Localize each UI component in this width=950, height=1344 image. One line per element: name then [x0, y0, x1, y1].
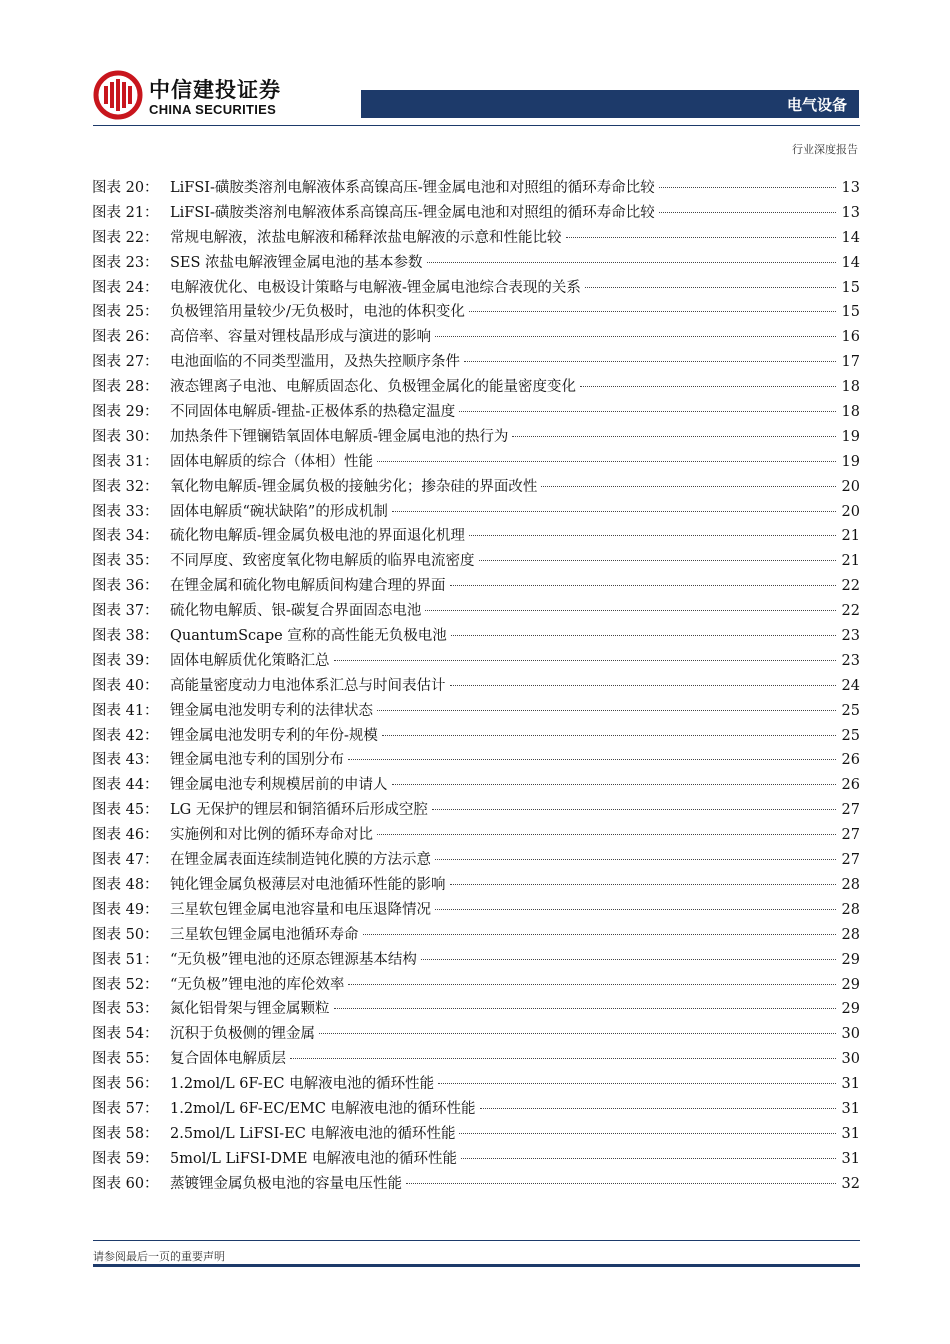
toc-entry-page: 23 — [841, 652, 860, 669]
toc-entry-page: 21 — [841, 553, 860, 570]
toc-entry-page: 31 — [841, 1125, 860, 1142]
toc-leader-dots — [348, 759, 836, 760]
toc-entry[interactable] — [92, 325, 860, 350]
footer-bar — [93, 1264, 860, 1267]
toc-entry-label: 图表 20： — [92, 180, 159, 196]
toc-entry-title: 电池面临的不同类型滥用，及热失控顺序条件 — [170, 354, 460, 371]
toc-entry-page: 16 — [841, 329, 860, 346]
toc-entry-title: 高倍率、容量对锂枝晶形成与演进的影响 — [170, 329, 431, 346]
toc-leader-dots — [585, 287, 836, 288]
toc-entry-page: 25 — [841, 702, 860, 719]
toc-entry-page: 23 — [841, 628, 860, 645]
toc-entry-title: 不同固体电解质-锂盐-正极体系的热稳定温度 — [170, 404, 456, 421]
toc-entry[interactable] — [92, 599, 860, 624]
toc-entry-label: 图表 37： — [92, 603, 159, 620]
brand-logo — [93, 70, 313, 122]
toc-entry-title: 氮化铝骨架与锂金属颗粒 — [170, 1001, 330, 1018]
toc-entry-page: 31 — [841, 1076, 860, 1093]
toc-leader-dots — [363, 934, 837, 935]
toc-entry-label: 图表 39： — [92, 652, 159, 669]
toc-entry-page: 27 — [841, 802, 860, 819]
toc-entry-title: 固体电解质优化策略汇总 — [170, 652, 330, 669]
toc-entry-label: 图表 34： — [92, 528, 159, 545]
toc-leader-dots — [438, 1083, 836, 1084]
toc-entry-page: 28 — [841, 926, 860, 943]
toc-entry[interactable] — [92, 973, 860, 998]
toc-entry[interactable] — [92, 748, 860, 773]
toc-entry-page: 28 — [841, 876, 860, 893]
toc-entry-title: 三星软包锂金属电池容量和电压退降情况 — [170, 901, 431, 918]
toc-entry[interactable] — [92, 524, 860, 549]
toc-entry-label: 图表 47： — [92, 852, 159, 869]
toc-leader-dots — [469, 535, 836, 536]
toc-leader-dots — [435, 336, 836, 337]
toc-entry-page: 19 — [841, 453, 860, 470]
toc-leader-dots — [459, 411, 836, 412]
toc-entry-label: 图表 60： — [92, 1175, 159, 1192]
toc-entry[interactable] — [92, 798, 860, 823]
toc-entry-title: 蒸镀锂金属负极电池的容量电压性能 — [170, 1175, 402, 1192]
toc-entry-title: 硫化物电解质-锂金属负极电池的界面退化机理 — [170, 528, 465, 545]
toc-entry-title: 锂金属电池发明专利的法律状态 — [170, 702, 373, 719]
toc-entry[interactable] — [92, 201, 860, 226]
toc-leader-dots — [348, 984, 836, 985]
toc-entry-label: 图表 40： — [92, 677, 159, 694]
toc-entry-page: 20 — [841, 503, 860, 520]
toc-entry[interactable] — [92, 425, 860, 450]
toc-entry[interactable] — [92, 1097, 860, 1122]
citic-logo-icon — [93, 70, 143, 120]
toc-leader-dots — [392, 511, 836, 512]
toc-leader-dots — [459, 1133, 836, 1134]
toc-entry-title: LiFSI-磺胺类溶剂电解液体系高镍高压-锂金属电池和对照组的循环寿命比较 — [170, 204, 655, 221]
toc-entry-title: 1.2mol/L 6F-EC/EMC 电解液电池的循环性能 — [170, 1100, 476, 1117]
toc-leader-dots — [406, 1183, 836, 1184]
toc-entry[interactable] — [92, 773, 860, 798]
toc-entry-label: 图表 26： — [92, 329, 159, 346]
toc-entry-label: 图表 32： — [92, 478, 159, 495]
toc-entry-title: 硫化物电解质、银-碳复合界面固态电池 — [170, 603, 422, 620]
toc-entry[interactable] — [92, 549, 860, 574]
toc-entry[interactable] — [92, 873, 860, 898]
toc-entry[interactable] — [92, 1047, 860, 1072]
toc-entry[interactable] — [92, 475, 860, 500]
toc-leader-dots — [377, 461, 836, 462]
toc-entry[interactable] — [92, 823, 860, 848]
toc-entry-title: 在锂金属和硫化物电解质间构建合理的界面 — [170, 578, 446, 595]
toc-entry-label: 图表 59： — [92, 1150, 159, 1167]
toc-entry-title: 负极锂箔用量较少/无负极时，电池的体积变化 — [170, 304, 465, 321]
toc-entry-title: 高能量密度动力电池体系汇总与时间表估计 — [170, 677, 446, 694]
toc-entry-page: 18 — [841, 404, 860, 421]
toc-entry-page: 17 — [841, 354, 860, 371]
toc-entry-label: 图表 53： — [92, 1001, 159, 1018]
toc-entry-label: 图表 23： — [92, 254, 159, 271]
toc-leader-dots — [480, 1108, 836, 1109]
toc-leader-dots — [334, 660, 837, 661]
brand-name-cn: 中信建投证券 — [149, 78, 281, 102]
toc-leader-dots — [290, 1058, 836, 1059]
toc-entry-label: 图表 30： — [92, 428, 159, 445]
toc-entry-title: 液态锂离子电池、电解质固态化、负极锂金属化的能量密度变化 — [170, 379, 576, 396]
toc-entry-page: 27 — [841, 852, 860, 869]
toc-entry-page: 22 — [841, 603, 860, 620]
toc-leader-dots — [580, 386, 836, 387]
toc-leader-dots — [377, 710, 836, 711]
toc-leader-dots — [421, 959, 836, 960]
toc-entry-page: 27 — [841, 827, 860, 844]
toc-entry-label: 图表 43： — [92, 752, 159, 769]
toc-entry-page: 29 — [841, 1001, 860, 1018]
toc-entry-title: 固体电解质的综合（体相）性能 — [170, 453, 373, 470]
toc-entry-title: 氧化物电解质-锂金属负极的接触劣化；掺杂硅的界面改性 — [170, 478, 538, 495]
toc-entry-page: 18 — [841, 379, 860, 396]
footer-disclaimer: 请参阅最后一页的重要声明 — [93, 1250, 225, 1263]
toc-leader-dots — [450, 884, 837, 885]
toc-entry-label: 图表 44： — [92, 777, 159, 794]
toc-entry-title: 加热条件下锂镧锆氧固体电解质-锂金属电池的热行为 — [170, 428, 509, 445]
toc-leader-dots — [435, 909, 836, 910]
toc-entry-page: 14 — [841, 229, 860, 246]
toc-entry-title: 固体电解质“碗状缺陷”的形成机制 — [170, 503, 388, 520]
toc-leader-dots — [659, 187, 836, 188]
toc-leader-dots — [432, 809, 836, 810]
toc-entry-label: 图表 24： — [92, 279, 159, 296]
toc-entry[interactable] — [92, 1072, 860, 1097]
toc-entry-title: 电解液优化、电极设计策略与电解液-锂金属电池综合表现的关系 — [170, 279, 581, 296]
toc-entry-label: 图表 33： — [92, 503, 159, 520]
toc-entry-page: 13 — [841, 204, 860, 221]
toc-entry-page: 13 — [841, 180, 860, 196]
toc-entry-title: 锂金属电池发明专利的年份-规模 — [170, 727, 378, 744]
toc-entry-title: 1.2mol/L 6F-EC 电解液电池的循环性能 — [170, 1076, 435, 1093]
toc-entry-page: 26 — [841, 752, 860, 769]
toc-leader-dots — [435, 859, 836, 860]
toc-entry[interactable] — [92, 176, 860, 201]
toc-entry[interactable] — [92, 226, 860, 251]
toc-leader-dots — [541, 486, 836, 487]
toc-entry-title: 不同厚度、致密度氧化物电解质的临界电流密度 — [170, 553, 475, 570]
toc-entry-label: 图表 35： — [92, 553, 159, 570]
toc-entry[interactable] — [92, 350, 860, 375]
toc-leader-dots — [450, 685, 837, 686]
toc-entry-label: 图表 42： — [92, 727, 159, 744]
toc-entry-page: 30 — [841, 1026, 860, 1043]
toc-entry-label: 图表 36： — [92, 578, 159, 595]
toc-entry-page: 22 — [841, 578, 860, 595]
toc-entry-page: 31 — [841, 1150, 860, 1167]
figure-index-list — [92, 176, 860, 1197]
report-type: 行业深度报告 — [792, 143, 858, 156]
toc-entry-label: 图表 22： — [92, 229, 159, 246]
sector-label: 电气设备 — [786, 96, 847, 114]
header-divider — [93, 125, 860, 126]
toc-entry-page: 32 — [841, 1175, 860, 1192]
toc-entry-title: 复合固体电解质层 — [170, 1051, 286, 1068]
toc-entry[interactable] — [92, 1122, 860, 1147]
toc-entry[interactable] — [92, 1147, 860, 1172]
toc-entry-page: 21 — [841, 528, 860, 545]
toc-entry[interactable] — [92, 500, 860, 525]
toc-leader-dots — [469, 311, 836, 312]
toc-leader-dots — [377, 834, 836, 835]
toc-entry-title: LiFSI-磺胺类溶剂电解液体系高镍高压-锂金属电池和对照组的循环寿命比较 — [170, 180, 655, 196]
toc-entry[interactable] — [92, 251, 860, 276]
toc-entry[interactable] — [92, 997, 860, 1022]
toc-entry-page: 19 — [841, 428, 860, 445]
toc-leader-dots — [392, 784, 837, 785]
toc-entry[interactable] — [92, 724, 860, 749]
toc-entry-label: 图表 51： — [92, 951, 159, 968]
toc-entry-label: 图表 25： — [92, 304, 159, 321]
toc-leader-dots — [319, 1033, 836, 1034]
toc-entry-title: SES 浓盐电解液锂金属电池的基本参数 — [170, 254, 423, 271]
toc-entry-label: 图表 46： — [92, 827, 159, 844]
toc-entry-title: 锂金属电池专利规模居前的申请人 — [170, 777, 388, 794]
toc-entry-label: 图表 56： — [92, 1076, 159, 1093]
toc-leader-dots — [479, 560, 837, 561]
toc-leader-dots — [451, 635, 836, 636]
toc-leader-dots — [427, 262, 836, 263]
toc-entry-page: 31 — [841, 1100, 860, 1117]
toc-entry-title: 沉积于负极侧的锂金属 — [170, 1026, 315, 1043]
toc-entry[interactable] — [92, 848, 860, 873]
toc-entry-page: 20 — [841, 478, 860, 495]
toc-entry-title: “无负极”锂电池的库伦效率 — [170, 976, 345, 993]
toc-entry[interactable] — [92, 624, 860, 649]
toc-entry-title: 在锂金属表面连续制造钝化膜的方法示意 — [170, 852, 431, 869]
toc-entry-label: 图表 45： — [92, 802, 159, 819]
toc-entry-label: 图表 21： — [92, 204, 159, 221]
toc-entry-page: 26 — [841, 777, 860, 794]
toc-entry-page: 30 — [841, 1051, 860, 1068]
toc-leader-dots — [464, 361, 836, 362]
toc-leader-dots — [659, 212, 836, 213]
toc-entry[interactable] — [92, 649, 860, 674]
sector-banner — [361, 90, 859, 118]
toc-entry-page: 25 — [841, 727, 860, 744]
toc-leader-dots — [425, 610, 836, 611]
toc-entry-title: 2.5mol/L LiFSI-EC 电解液电池的循环性能 — [170, 1125, 456, 1142]
toc-entry[interactable] — [92, 1022, 860, 1047]
toc-entry-label: 图表 48： — [92, 876, 159, 893]
toc-entry-label: 图表 49： — [92, 901, 159, 918]
toc-entry-label: 图表 55： — [92, 1051, 159, 1068]
toc-entry-label: 图表 58： — [92, 1125, 159, 1142]
toc-entry[interactable] — [92, 699, 860, 724]
toc-entry-label: 图表 29： — [92, 404, 159, 421]
toc-entry-label: 图表 38： — [92, 628, 159, 645]
toc-entry-title: “无负极”锂电池的还原态锂源基本结构 — [170, 951, 417, 968]
toc-entry-label: 图表 52： — [92, 976, 159, 993]
toc-entry[interactable] — [92, 574, 860, 599]
toc-entry[interactable] — [92, 898, 860, 923]
brand-name-en: CHINA SECURITIES — [149, 102, 277, 117]
toc-leader-dots — [334, 1008, 837, 1009]
toc-entry-label: 图表 57： — [92, 1100, 159, 1117]
toc-leader-dots — [461, 1158, 836, 1159]
toc-entry[interactable] — [92, 1172, 860, 1197]
toc-leader-dots — [450, 585, 837, 586]
toc-entry-title: LG 无保护的锂层和铜箔循环后形成空腔 — [170, 802, 428, 819]
toc-entry[interactable] — [92, 400, 860, 425]
toc-entry-label: 图表 28： — [92, 379, 159, 396]
toc-entry-title: 5mol/L LiFSI-DME 电解液电池的循环性能 — [170, 1150, 458, 1167]
toc-entry-label: 图表 27： — [92, 354, 159, 371]
toc-entry-title: 三星软包锂金属电池循环寿命 — [170, 926, 359, 943]
toc-entry[interactable] — [92, 276, 860, 301]
toc-leader-dots — [566, 237, 837, 238]
toc-entry-title: 常规电解液，浓盐电解液和稀释浓盐电解液的示意和性能比较 — [170, 229, 562, 246]
toc-entry[interactable] — [92, 375, 860, 400]
toc-entry-title: 实施例和对比例的循环寿命对比 — [170, 827, 373, 844]
toc-entry-page: 14 — [841, 254, 860, 271]
toc-entry-page: 29 — [841, 976, 860, 993]
toc-entry[interactable] — [92, 450, 860, 475]
footer-divider — [93, 1240, 860, 1241]
toc-entry[interactable] — [92, 923, 860, 948]
toc-entry-title: 钝化锂金属负极薄层对电池循环性能的影响 — [170, 876, 446, 893]
toc-entry-title: 锂金属电池专利的国别分布 — [170, 752, 344, 769]
toc-leader-dots — [512, 436, 836, 437]
toc-entry-title: QuantumScape 宣称的高性能无负极电池 — [170, 628, 447, 645]
toc-entry-page: 29 — [841, 951, 860, 968]
toc-entry[interactable] — [92, 674, 860, 699]
toc-entry-label: 图表 54： — [92, 1026, 159, 1043]
toc-entry-page: 24 — [841, 677, 860, 694]
toc-entry-label: 图表 41： — [92, 702, 159, 719]
toc-entry[interactable] — [92, 300, 860, 325]
toc-entry-label: 图表 50： — [92, 926, 159, 943]
toc-entry[interactable] — [92, 948, 860, 973]
toc-leader-dots — [382, 735, 836, 736]
toc-entry-page: 15 — [841, 304, 860, 321]
toc-entry-page: 28 — [841, 901, 860, 918]
toc-entry-label: 图表 31： — [92, 453, 159, 470]
toc-entry-page: 15 — [841, 279, 860, 296]
